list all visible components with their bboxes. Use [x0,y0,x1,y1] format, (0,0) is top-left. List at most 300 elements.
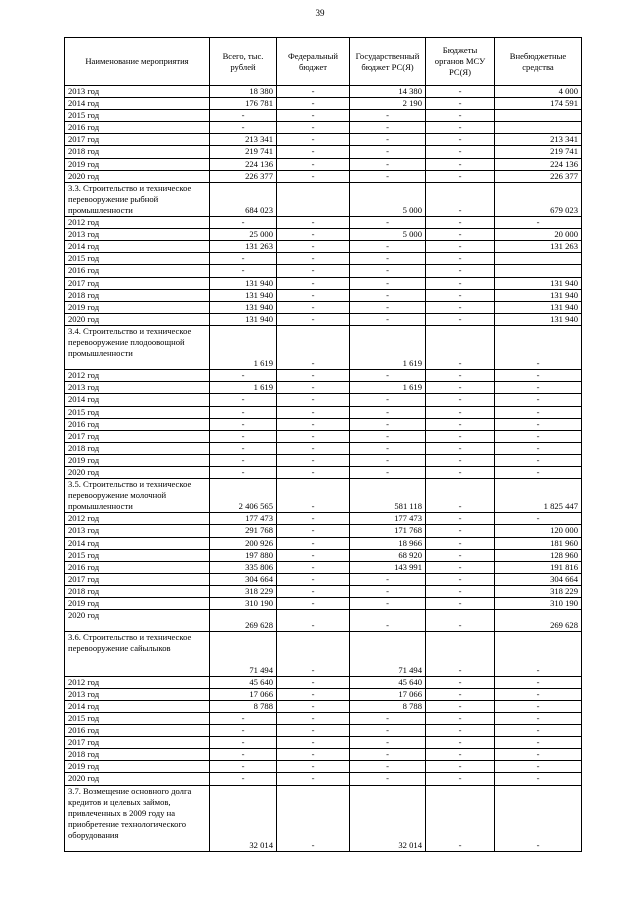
table-row [65,86,582,98]
extra-cell: - [495,737,582,749]
row-name: 2018 год [65,442,210,454]
row-name: 2015 год [65,110,210,122]
extra-cell: 191 816 [495,561,582,573]
federal-cell: - [277,700,350,712]
federal-cell: - [277,513,350,525]
extra-cell: 131 263 [495,241,582,253]
extra-cell: 224 136 [495,158,582,170]
header-total: Всего, тыс. рублей [210,38,277,86]
state-cell: - [350,773,426,785]
federal-cell: - [277,537,350,549]
total-cell: - [210,418,277,430]
state-cell: - [350,418,426,430]
row-name: 3.3. Строительство и техническое перевооружение рыбной промышленности [65,182,210,216]
row-name: 2015 год [65,549,210,561]
state-cell: - [350,761,426,773]
total-cell: - [210,253,277,265]
federal-cell: - [277,122,350,134]
msu-cell: - [426,549,495,561]
msu-cell: - [426,610,495,632]
total-cell: 224 136 [210,158,277,170]
extra-cell: - [495,467,582,479]
federal-cell: - [277,632,350,676]
total-cell: - [210,265,277,277]
extra-cell [495,122,582,134]
state-cell: 1 619 [350,382,426,394]
total-cell: - [210,370,277,382]
federal-cell: - [277,785,350,852]
federal-cell: - [277,217,350,229]
row-name: 2020 год [65,773,210,785]
row-name: 2017 год [65,737,210,749]
federal-cell: - [277,301,350,313]
federal-cell: - [277,561,350,573]
extra-cell: 304 664 [495,573,582,585]
total-cell: 131 940 [210,289,277,301]
state-cell: - [350,241,426,253]
extra-cell: - [495,749,582,761]
msu-cell: - [426,585,495,597]
row-name: 2019 год [65,598,210,610]
total-cell: - [210,737,277,749]
row-name: 2015 год [65,253,210,265]
state-cell: - [350,170,426,182]
extra-cell: 20 000 [495,229,582,241]
state-cell: 2 190 [350,98,426,110]
extra-cell: 318 229 [495,585,582,597]
federal-cell: - [277,585,350,597]
header-msu: Бюджеты органов МСУ РС(Я) [426,38,495,86]
federal-cell: - [277,598,350,610]
extra-cell: - [495,725,582,737]
extra-cell: - [495,761,582,773]
total-cell: 17 066 [210,688,277,700]
total-cell: - [210,122,277,134]
table-row [65,406,582,418]
msu-cell: - [426,301,495,313]
federal-cell: - [277,241,350,253]
msu-cell: - [426,573,495,585]
state-cell: 171 768 [350,525,426,537]
msu-cell: - [426,430,495,442]
row-name: 3.7. Возмещение основного долга кредитов и целевых займов, привлеченных в 2009 году на приобретение технологического оборудования [65,785,210,852]
row-name: 3.4. Строительство и техническое перевооружение плодоовощной промышленности [65,325,210,369]
row-name: 2020 год [65,313,210,325]
table-row [65,277,582,289]
table-body [65,86,582,852]
extra-cell: - [495,370,582,382]
row-name: 2019 год [65,454,210,466]
table-row [65,430,582,442]
row-name: 2016 год [65,561,210,573]
msu-cell: - [426,513,495,525]
section-row [65,610,582,632]
msu-cell: - [426,467,495,479]
total-cell: 177 473 [210,513,277,525]
msu-cell: - [426,479,495,513]
total-cell: 269 628 [210,610,277,632]
extra-cell: - [495,442,582,454]
state-cell: - [350,217,426,229]
state-cell: - [350,158,426,170]
total-cell: 176 781 [210,98,277,110]
extra-cell: - [495,513,582,525]
row-name: 2017 год [65,430,210,442]
total-cell: 131 940 [210,277,277,289]
row-name: 2019 год [65,158,210,170]
state-cell: - [350,737,426,749]
state-cell: 68 920 [350,549,426,561]
table-row [65,313,582,325]
section-row [65,632,582,676]
table-row [65,598,582,610]
msu-cell: - [426,158,495,170]
row-name: 2016 год [65,265,210,277]
row-name: 2014 год [65,700,210,712]
table-row [65,265,582,277]
extra-cell: 128 960 [495,549,582,561]
msu-cell: - [426,761,495,773]
extra-cell [495,265,582,277]
msu-cell: - [426,265,495,277]
msu-cell: - [426,122,495,134]
federal-cell: - [277,749,350,761]
federal-cell: - [277,479,350,513]
msu-cell: - [426,785,495,852]
row-name: 2015 год [65,406,210,418]
row-name: 2019 год [65,761,210,773]
state-cell: 18 966 [350,537,426,549]
table-row [65,537,582,549]
state-cell: - [350,725,426,737]
total-cell: - [210,773,277,785]
state-cell: 5 000 [350,182,426,216]
msu-cell: - [426,229,495,241]
federal-cell [277,182,350,216]
row-name: 2012 год [65,370,210,382]
state-cell: 177 473 [350,513,426,525]
row-name: 2016 год [65,725,210,737]
row-name: 2016 год [65,122,210,134]
federal-cell: - [277,454,350,466]
extra-cell: 131 940 [495,313,582,325]
total-cell: 318 229 [210,585,277,597]
extra-cell: 174 591 [495,98,582,110]
extra-cell: - [495,688,582,700]
total-cell: 213 341 [210,134,277,146]
table-row [65,241,582,253]
msu-cell: - [426,170,495,182]
row-name: 2017 год [65,573,210,585]
federal-cell: - [277,406,350,418]
row-name: 2019 год [65,301,210,313]
row-name: 2018 год [65,585,210,597]
state-cell: 71 494 [350,632,426,676]
federal-cell: - [277,134,350,146]
total-cell: 291 768 [210,525,277,537]
row-name: 2015 год [65,713,210,725]
federal-cell: - [277,146,350,158]
federal-cell: - [277,277,350,289]
state-cell: - [350,122,426,134]
total-cell: 2 406 565 [210,479,277,513]
state-cell: - [350,134,426,146]
row-name: 2020 год [65,467,210,479]
msu-cell: - [426,688,495,700]
msu-cell: - [426,325,495,369]
state-cell: 32 014 [350,785,426,852]
row-name: 2017 год [65,134,210,146]
msu-cell: - [426,98,495,110]
state-cell: 14 380 [350,86,426,98]
section-row [65,785,582,852]
msu-cell: - [426,749,495,761]
federal-cell: - [277,265,350,277]
msu-cell: - [426,406,495,418]
section-row [65,479,582,513]
table-row [65,110,582,122]
federal-cell: - [277,289,350,301]
msu-cell: - [426,525,495,537]
extra-cell: - [495,785,582,852]
extra-cell: - [495,632,582,676]
table-row [65,122,582,134]
total-cell: - [210,725,277,737]
federal-cell: - [277,773,350,785]
row-name: 2013 год [65,229,210,241]
state-cell: - [350,467,426,479]
federal-cell: - [277,229,350,241]
extra-cell: 131 940 [495,301,582,313]
row-name: 2013 год [65,688,210,700]
federal-cell: - [277,325,350,369]
state-cell: - [350,598,426,610]
total-cell: 131 263 [210,241,277,253]
total-cell: - [210,217,277,229]
row-name: 2016 год [65,418,210,430]
federal-cell: - [277,676,350,688]
federal-cell: - [277,430,350,442]
extra-cell: 269 628 [495,610,582,632]
federal-cell: - [277,110,350,122]
federal-cell: - [277,467,350,479]
total-cell: 1 619 [210,382,277,394]
extra-cell: - [495,394,582,406]
extra-cell: - [495,325,582,369]
extra-cell: - [495,676,582,688]
state-cell: 581 118 [350,479,426,513]
state-cell: - [350,454,426,466]
msu-cell: - [426,700,495,712]
total-cell: 25 000 [210,229,277,241]
state-cell: - [350,406,426,418]
federal-cell: - [277,713,350,725]
row-name: 2020 год [65,610,210,632]
table-row [65,737,582,749]
total-cell: - [210,454,277,466]
total-cell: - [210,713,277,725]
msu-cell: - [426,289,495,301]
total-cell: - [210,394,277,406]
table-row [65,134,582,146]
federal-cell: - [277,382,350,394]
total-cell: 45 640 [210,676,277,688]
state-cell: - [350,146,426,158]
row-name: 3.6. Строительство и техническое перевооружение сайылыков [65,632,210,676]
msu-cell: - [426,737,495,749]
extra-cell: 679 023 [495,182,582,216]
row-name: 2018 год [65,146,210,158]
federal-cell: - [277,313,350,325]
msu-cell: - [426,725,495,737]
extra-cell: - [495,217,582,229]
state-cell: - [350,110,426,122]
total-cell: 131 940 [210,301,277,313]
msu-cell: - [426,241,495,253]
row-name: 2013 год [65,86,210,98]
msu-cell: - [426,394,495,406]
msu-cell: - [426,598,495,610]
table-row [65,253,582,265]
total-cell: - [210,749,277,761]
table-row [65,229,582,241]
state-cell: - [350,442,426,454]
total-cell: 226 377 [210,170,277,182]
total-cell: - [210,430,277,442]
budget-table [64,37,582,852]
total-cell: - [210,761,277,773]
federal-cell: - [277,737,350,749]
row-name: 2014 год [65,537,210,549]
federal-cell: - [277,370,350,382]
row-name: 2012 год [65,513,210,525]
total-cell: 1 619 [210,325,277,369]
total-cell: 8 788 [210,700,277,712]
extra-cell: 4 000 [495,86,582,98]
extra-cell: - [495,713,582,725]
state-cell: 17 066 [350,688,426,700]
extra-cell: - [495,382,582,394]
header-name: Наименование мероприятия [65,38,210,86]
row-name: 2018 год [65,289,210,301]
row-name: 2020 год [65,170,210,182]
msu-cell: - [426,277,495,289]
section-row [65,325,582,369]
table-header-row [65,38,582,86]
total-cell: - [210,467,277,479]
row-name: 2014 год [65,98,210,110]
header-federal: Федеральный бюджет [277,38,350,86]
state-cell: 45 640 [350,676,426,688]
extra-cell: 1 825 447 [495,479,582,513]
msu-cell: - [426,382,495,394]
table-row [65,382,582,394]
state-cell: - [350,610,426,632]
extra-cell: - [495,430,582,442]
federal-cell: - [277,442,350,454]
federal-cell: - [277,525,350,537]
table-row [65,585,582,597]
state-cell: - [350,573,426,585]
table-row [65,289,582,301]
extra-cell: 310 190 [495,598,582,610]
total-cell: 131 940 [210,313,277,325]
msu-cell: - [426,313,495,325]
state-cell: - [350,370,426,382]
extra-cell: - [495,773,582,785]
table-row [65,98,582,110]
federal-cell: - [277,253,350,265]
table-row [65,170,582,182]
table-row [65,700,582,712]
msu-cell: - [426,713,495,725]
federal-cell: - [277,549,350,561]
state-cell: - [350,289,426,301]
state-cell: 1 619 [350,325,426,369]
total-cell: 32 014 [210,785,277,852]
state-cell: 143 991 [350,561,426,573]
table-row [65,394,582,406]
extra-cell: 131 940 [495,289,582,301]
table-row [65,725,582,737]
state-cell: - [350,585,426,597]
header-extra: Внебюджетные средства [495,38,582,86]
federal-cell: - [277,394,350,406]
total-cell: - [210,406,277,418]
table-row [65,561,582,573]
row-name: 2018 год [65,749,210,761]
msu-cell: - [426,146,495,158]
msu-cell: - [426,773,495,785]
msu-cell: - [426,418,495,430]
extra-cell: 226 377 [495,170,582,182]
msu-cell: - [426,134,495,146]
row-name: 2017 год [65,277,210,289]
total-cell: 18 380 [210,86,277,98]
msu-cell: - [426,561,495,573]
table-row [65,442,582,454]
state-cell: - [350,430,426,442]
federal-cell: - [277,98,350,110]
table-row [65,467,582,479]
msu-cell: - [426,182,495,216]
table-row [65,158,582,170]
table-row [65,713,582,725]
extra-cell: 120 000 [495,525,582,537]
extra-cell: - [495,700,582,712]
table-row [65,676,582,688]
msu-cell: - [426,442,495,454]
msu-cell: - [426,632,495,676]
table-row [65,513,582,525]
table-row [65,549,582,561]
msu-cell: - [426,86,495,98]
table-row [65,217,582,229]
table-row [65,370,582,382]
federal-cell: - [277,418,350,430]
table-row [65,761,582,773]
total-cell: - [210,110,277,122]
total-cell: 335 806 [210,561,277,573]
msu-cell: - [426,370,495,382]
federal-cell: - [277,725,350,737]
federal-cell: - [277,573,350,585]
msu-cell: - [426,454,495,466]
msu-cell: - [426,217,495,229]
state-cell: 5 000 [350,229,426,241]
row-name: 2014 год [65,241,210,253]
extra-cell: - [495,406,582,418]
